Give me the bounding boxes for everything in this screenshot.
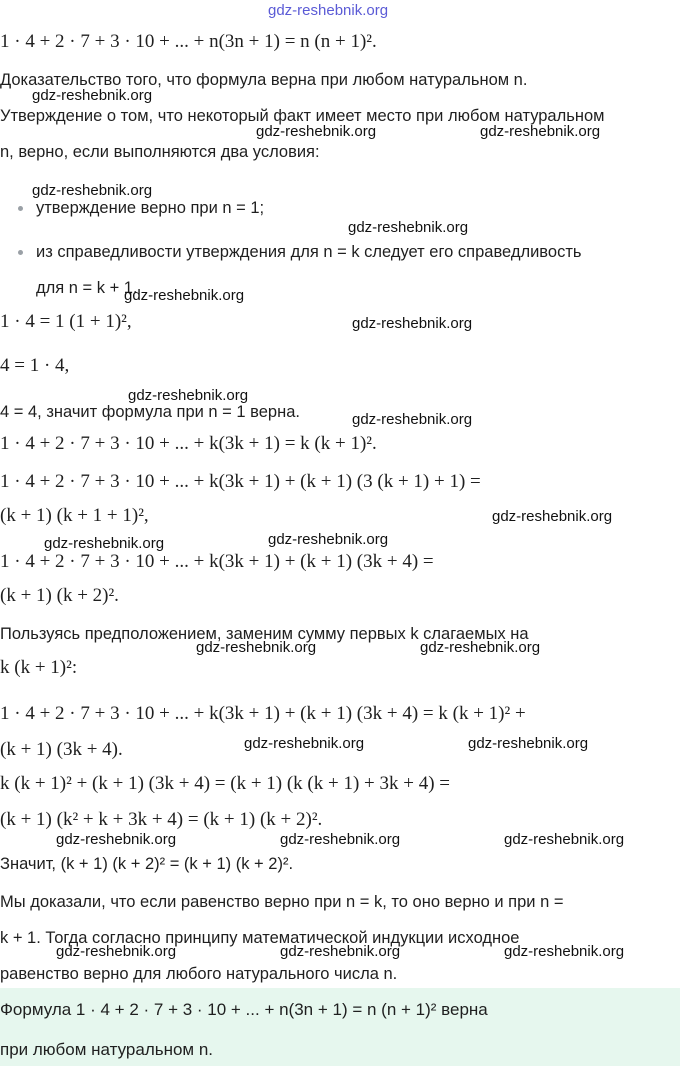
step-equation-2-cont: (k + 1) (k + 2)². [0, 585, 119, 606]
step-equation-2: 1 · 4 + 2 · 7 + 3 · 10 + ... + k(3k + 1) + (k + 1) (3k + 4) = [0, 551, 434, 572]
bullet-dot [18, 250, 23, 255]
conclusion-line1: Мы доказали, что если равенство верно при n = k, то оно верно и при n = [0, 893, 564, 911]
base-case-3: 4 = 4, значит формула при n = 1 верна. [0, 403, 300, 421]
step-equation-3: 1 · 4 + 2 · 7 + 3 · 10 + ... + k(3k + 1) + (k + 1) (3k + 4) = k (k + 1)² + [0, 703, 526, 724]
step-equation-1: 1 · 4 + 2 · 7 + 3 · 10 + ... + k(3k + 1) + (k + 1) (3 (k + 1) + 1) = [0, 471, 481, 492]
conclusion-line2: k + 1. Тогда согласно принципу математической индукции исходное [0, 929, 520, 947]
watermark: gdz-reshebnik.org [56, 943, 177, 960]
step-equation-3-cont: (k + 1) (3k + 4). [0, 739, 123, 760]
watermark: gdz-reshebnik.org [32, 182, 153, 199]
watermark: gdz-reshebnik.org [256, 123, 377, 140]
condition-2: из справедливости утверждения для n = k следует его справедливость [36, 243, 582, 261]
watermark: gdz-reshebnik.org [268, 531, 389, 548]
induction-principle-line1: Утверждение о том, что некоторый факт имеет место при любом натуральном [0, 107, 605, 125]
watermark: gdz-reshebnik.org [128, 387, 249, 404]
watermark: gdz-reshebnik.org [56, 831, 177, 848]
watermark: gdz-reshebnik.org [280, 831, 401, 848]
step-equation-4-cont: (k + 1) (k² + k + 3k + 4) = (k + 1) (k + 2)². [0, 809, 323, 830]
watermark: gdz-reshebnik.org [348, 219, 469, 236]
watermark: gdz-reshebnik.org [280, 943, 401, 960]
induction-principle-line2: n, верно, если выполняются два условия: [0, 143, 320, 161]
watermark: gdz-reshebnik.org [196, 639, 317, 656]
watermark: gdz-reshebnik.org [352, 315, 473, 332]
watermark: gdz-reshebnik.org [352, 411, 473, 428]
watermark: gdz-reshebnik.org [468, 735, 589, 752]
final-formula: Формула 1 · 4 + 2 · 7 + 3 · 10 + ... + n(3n + 1) = n (n + 1)² верна [0, 1000, 488, 1019]
step-equation-4: k (k + 1)² + (k + 1) (3k + 4) = (k + 1) (k (k + 1) + 3k + 4) = [0, 773, 451, 794]
conclusion-line3: равенство верно для любого натурального числа n. [0, 965, 398, 983]
substitution-text: Пользуясь предположением, заменим сумму первых k слагаемых на [0, 625, 529, 643]
watermark: gdz-reshebnik.org [492, 508, 613, 525]
base-case-1: 1 · 4 = 1 (1 + 1)², [0, 311, 132, 332]
watermark: gdz-reshebnik.org [504, 831, 625, 848]
watermark: gdz-reshebnik.org [504, 943, 625, 960]
hypothesis: 1 · 4 + 2 · 7 + 3 · 10 + ... + k(3k + 1) = k (k + 1)². [0, 433, 377, 454]
watermark-top: gdz-reshebnik.org [268, 2, 389, 19]
watermark: gdz-reshebnik.org [124, 287, 245, 304]
formula-statement: 1 · 4 + 2 · 7 + 3 · 10 + ... + n(3n + 1) = n (n + 1)². [0, 31, 377, 52]
watermark: gdz-reshebnik.org [244, 735, 365, 752]
base-case-2: 4 = 1 · 4, [0, 355, 70, 376]
bullet-dot [18, 206, 23, 211]
substitution-expr: k (k + 1)²: [0, 657, 78, 678]
condition-1: утверждение верно при n = 1; [36, 199, 265, 217]
therefore-line: Значит, (k + 1) (k + 2)² = (k + 1) (k + 2)². [0, 855, 294, 873]
proof-intro: Доказательство того, что формула верна при любом натуральном n. [0, 71, 528, 89]
step-equation-1-cont: (k + 1) (k + 1 + 1)², [0, 505, 149, 526]
condition-2-cont: для n = k + 1. [36, 279, 138, 297]
watermark: gdz-reshebnik.org [32, 87, 153, 104]
final-formula-cont: при любом натуральном n. [0, 1040, 214, 1059]
watermark: gdz-reshebnik.org [44, 535, 165, 552]
watermark: gdz-reshebnik.org [420, 639, 541, 656]
watermark: gdz-reshebnik.org [480, 123, 601, 140]
